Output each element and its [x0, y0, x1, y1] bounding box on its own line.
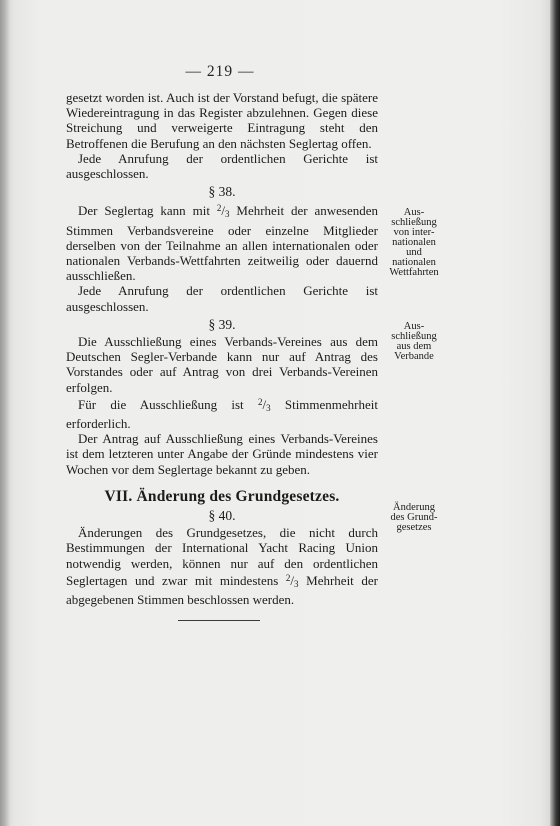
- margin-note-line: Wettfahrten: [389, 267, 439, 278]
- paragraph-3-text-a: Der Seglertag kann mit: [78, 203, 217, 219]
- margin-note-line: und: [406, 247, 422, 258]
- margin-note-amendment: [380, 503, 448, 533]
- paragraph-6-text-b: Stimmenmehrheit erforderlich.: [66, 396, 379, 432]
- paragraph-3-text-b: Mehrheit der anwesenden Stimmen Verbandsvereine oder einzelne Mitglieder derselben von der Teilnahme an allen internationalen oder nationalen Verbands-Wettfahrten zeitweilig oder dauernd ausschließen.: [66, 203, 379, 284]
- margin-note-line: schließung: [391, 217, 437, 228]
- section-38-heading: § 38.: [208, 184, 236, 200]
- fraction-two-thirds: $^2/_3$: [257, 396, 271, 413]
- paragraph-3: [66, 201, 378, 283]
- margin-note-line: Aus-: [403, 321, 425, 332]
- margin-note-exclusion-association: [380, 322, 448, 362]
- margin-note-line: Verbande: [394, 351, 434, 362]
- fraction-numerator: 2: [216, 203, 222, 214]
- margin-note-exclusion-races: [380, 208, 448, 278]
- margin-note-line: nationalen: [392, 237, 436, 248]
- paragraph-8: [66, 525, 378, 607]
- paragraph-6-text-a: Für die Ausschließung ist: [78, 396, 258, 412]
- end-rule: [178, 620, 260, 621]
- section-40-heading: § 40.: [208, 508, 236, 524]
- fraction-two-thirds: $^2/_3$: [216, 203, 230, 220]
- paragraph-8-text-a: Änderungen des Grundgesetzes, die nicht durch Bestimmungen der International Yacht Racing Union notwendig werden, können nur auf den ordentlichen Seglertagen und zwar mit mindestens: [66, 525, 378, 588]
- paragraph-7: Der Antrag auf Ausschließung eines Verbands-Vereines ist dem letzteren unter Angabe der Gründe mindestens vier Wochen vor dem Seglertage bekannt zu geben.: [66, 431, 378, 477]
- paragraph-6: [66, 395, 378, 431]
- fraction-two-thirds: $^2/_3$: [285, 572, 299, 589]
- fraction-denominator: 3: [224, 209, 230, 220]
- page-edge: [550, 0, 560, 826]
- body-text: [66, 90, 378, 607]
- margin-note-line: Aus-: [403, 207, 425, 218]
- paragraph-4: Jede Anrufung der ordentlichen Gerichte ist ausgeschlossen.: [66, 283, 378, 314]
- fraction-numerator: 2: [257, 396, 263, 407]
- fraction-numerator: 2: [285, 572, 291, 583]
- margin-note-line: von inter-: [393, 227, 435, 238]
- paragraph-2: Jede Anrufung der ordentlichen Gerichte ist ausgeschlossen.: [66, 150, 378, 182]
- paragraph-1: gesetzt worden ist. Auch ist der Vorstand befugt, die spätere Wiedereintragung in das Register abzulehnen. Gegen diese Streichung und verweigerte Eintragung steht den Betroffenen die Berufung an den nächsten Seglertag offen.: [66, 90, 378, 151]
- margin-note-line: des Grund-: [390, 512, 438, 523]
- paragraph-5: Die Ausschließung eines Verbands-Vereines aus dem Deutschen Segler-Verbande kann nur auf Antrag des Vorstandes oder auf Antrag von drei Verbands-Vereinen erfolgen.: [66, 334, 378, 395]
- margin-note-line: Änderung: [393, 502, 435, 513]
- section-39-heading: § 39.: [208, 316, 236, 332]
- paragraph-8-text-b: Mehrheit der abgegebenen Stimmen beschlossen werden.: [66, 572, 378, 608]
- fraction-denominator: 3: [294, 578, 299, 589]
- binding-shadow: [0, 0, 10, 826]
- margin-note-line: schließung: [391, 331, 437, 342]
- page-number: — 219 —: [185, 63, 255, 80]
- margin-note-line: aus dem: [396, 341, 432, 352]
- margin-note-line: nationalen: [392, 257, 436, 268]
- fraction-denominator: 3: [266, 402, 271, 413]
- chapter-heading: VII. Änderung des Grundgesetzes.: [104, 487, 340, 505]
- margin-note-line: gesetzes: [396, 522, 432, 533]
